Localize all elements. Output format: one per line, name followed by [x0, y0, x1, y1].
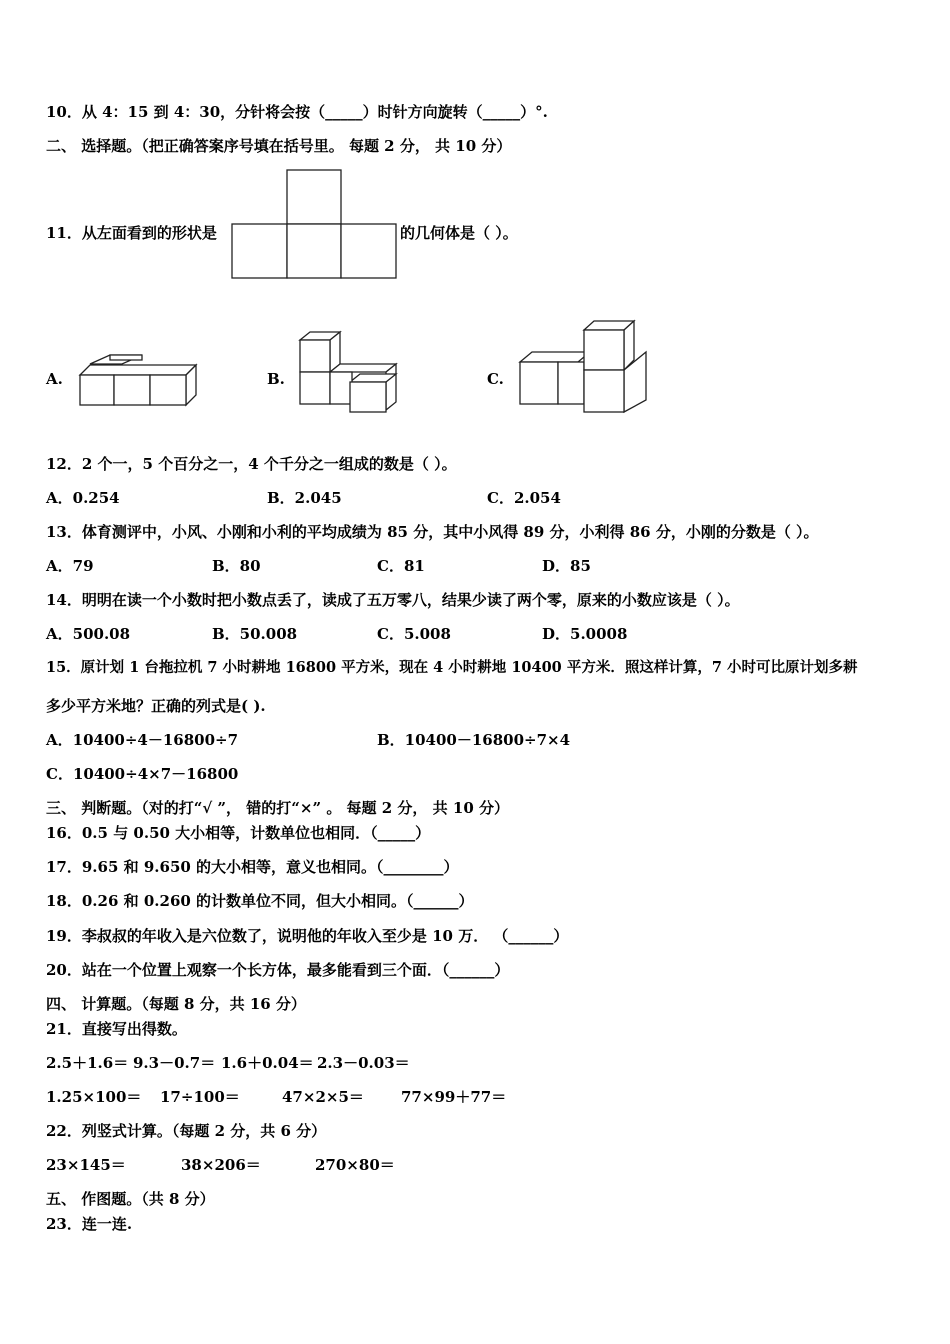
- question-16: 16．0.5 与 0.50 大小相等，计数单位也相同．（_____）: [46, 824, 431, 842]
- q22-item: 270×80＝: [315, 1156, 395, 1174]
- section-2-heading: 二、 选择题。（把正确答案序号填在括号里。 每题 2 分， 共 10 分）: [46, 137, 512, 155]
- q21-item: 9.3－0.7＝: [133, 1054, 216, 1072]
- option-b-label: B.: [267, 370, 285, 388]
- option-c-solid: [518, 320, 650, 416]
- question-11-stem-after: 的几何体是（ ）。: [400, 224, 518, 242]
- q21-item: 1.25×100＝: [46, 1088, 142, 1106]
- section-5-heading: 五、 作图题。（共 8 分）: [46, 1190, 215, 1208]
- option-a-label: A.: [46, 370, 63, 388]
- question-20: 20．站在一个位置上观察一个长方体，最多能看到三个面．（______）: [46, 961, 510, 979]
- q21-item: 17÷100＝: [160, 1088, 240, 1106]
- q15-option-c: C．10400÷4×7－16800: [46, 765, 239, 783]
- left-view-figure: [232, 170, 398, 280]
- question-19: 19．李叔叔的年收入是六位数了，说明他的年收入至少是 10 万． （______）: [46, 927, 569, 945]
- q13-option-a: A．79: [46, 557, 94, 575]
- question-10: 10．从 4：15 到 4：30，分针将会按（_____）时针方向旋转（_____）°.: [46, 103, 548, 121]
- q15-option-b: B．10400－16800÷7×4: [377, 731, 571, 749]
- q13-option-b: B．80: [212, 557, 261, 575]
- q15-option-a: A．10400÷4－16800÷7: [46, 731, 239, 749]
- q21-item: 2.5＋1.6＝: [46, 1054, 129, 1072]
- q22-item: 38×206＝: [181, 1156, 261, 1174]
- q21-item: 77×99＋77＝: [401, 1088, 507, 1106]
- question-17: 17．9.65 和 9.650 的大小相等，意义也相同。（________）: [46, 858, 459, 876]
- q21-item: 47×2×5＝: [282, 1088, 364, 1106]
- q14-option-c: C．5.008: [377, 625, 451, 643]
- question-22: 22．列竖式计算。（每题 2 分，共 6 分）: [46, 1122, 327, 1140]
- question-23: 23．连一连.: [46, 1215, 133, 1233]
- question-11-stem-before: 11．从左面看到的形状是: [46, 224, 217, 242]
- q12-option-a: A．0.254: [46, 489, 120, 507]
- option-b-solid: [298, 330, 404, 416]
- q14-option-a: A．500.08: [46, 625, 131, 643]
- option-c-label: C.: [487, 370, 504, 388]
- section-3-heading: 三、 判断题。（对的打“√ ”， 错的打“×” 。 每题 2 分， 共 10 分）: [46, 799, 509, 817]
- q22-item: 23×145＝: [46, 1156, 126, 1174]
- question-13: 13．体育测评中，小风、小刚和小利的平均成绩为 85 分，其中小风得 89 分，小利得 86 分，小刚的分数是（ ）。: [46, 523, 819, 541]
- option-a-solid: [78, 352, 200, 416]
- q12-option-b: B．2.045: [267, 489, 342, 507]
- q12-option-c: C．2.054: [487, 489, 561, 507]
- q13-option-c: C．81: [377, 557, 425, 575]
- q21-item: 1.6＋0.04＝: [221, 1054, 314, 1072]
- q21-item: 2.3－0.03＝: [317, 1054, 410, 1072]
- question-15-line-1: 15．原计划 1 台拖拉机 7 小时耕地 16800 平方米，现在 4 小时耕地 10400 平方米．照这样计算，7 小时可比原计划多耕: [46, 659, 858, 676]
- question-18: 18．0.26 和 0.260 的计数单位不同，但大小相同。（______）: [46, 892, 474, 910]
- q14-option-d: D．5.0008: [542, 625, 628, 643]
- question-14: 14．明明在读一个小数时把小数点丢了，读成了五万零八，结果少读了两个零，原来的小数应该是（ ）。: [46, 591, 740, 609]
- section-4-heading: 四、 计算题。（每题 8 分，共 16 分）: [46, 995, 306, 1013]
- question-15-line-2: 多少平方米地？正确的列式是( ).: [46, 697, 266, 715]
- q13-option-d: D．85: [542, 557, 591, 575]
- q14-option-b: B．50.008: [212, 625, 298, 643]
- question-12: 12．2 个一，5 个百分之一，4 个千分之一组成的数是（ ）。: [46, 455, 457, 473]
- question-21: 21．直接写出得数。: [46, 1020, 187, 1038]
